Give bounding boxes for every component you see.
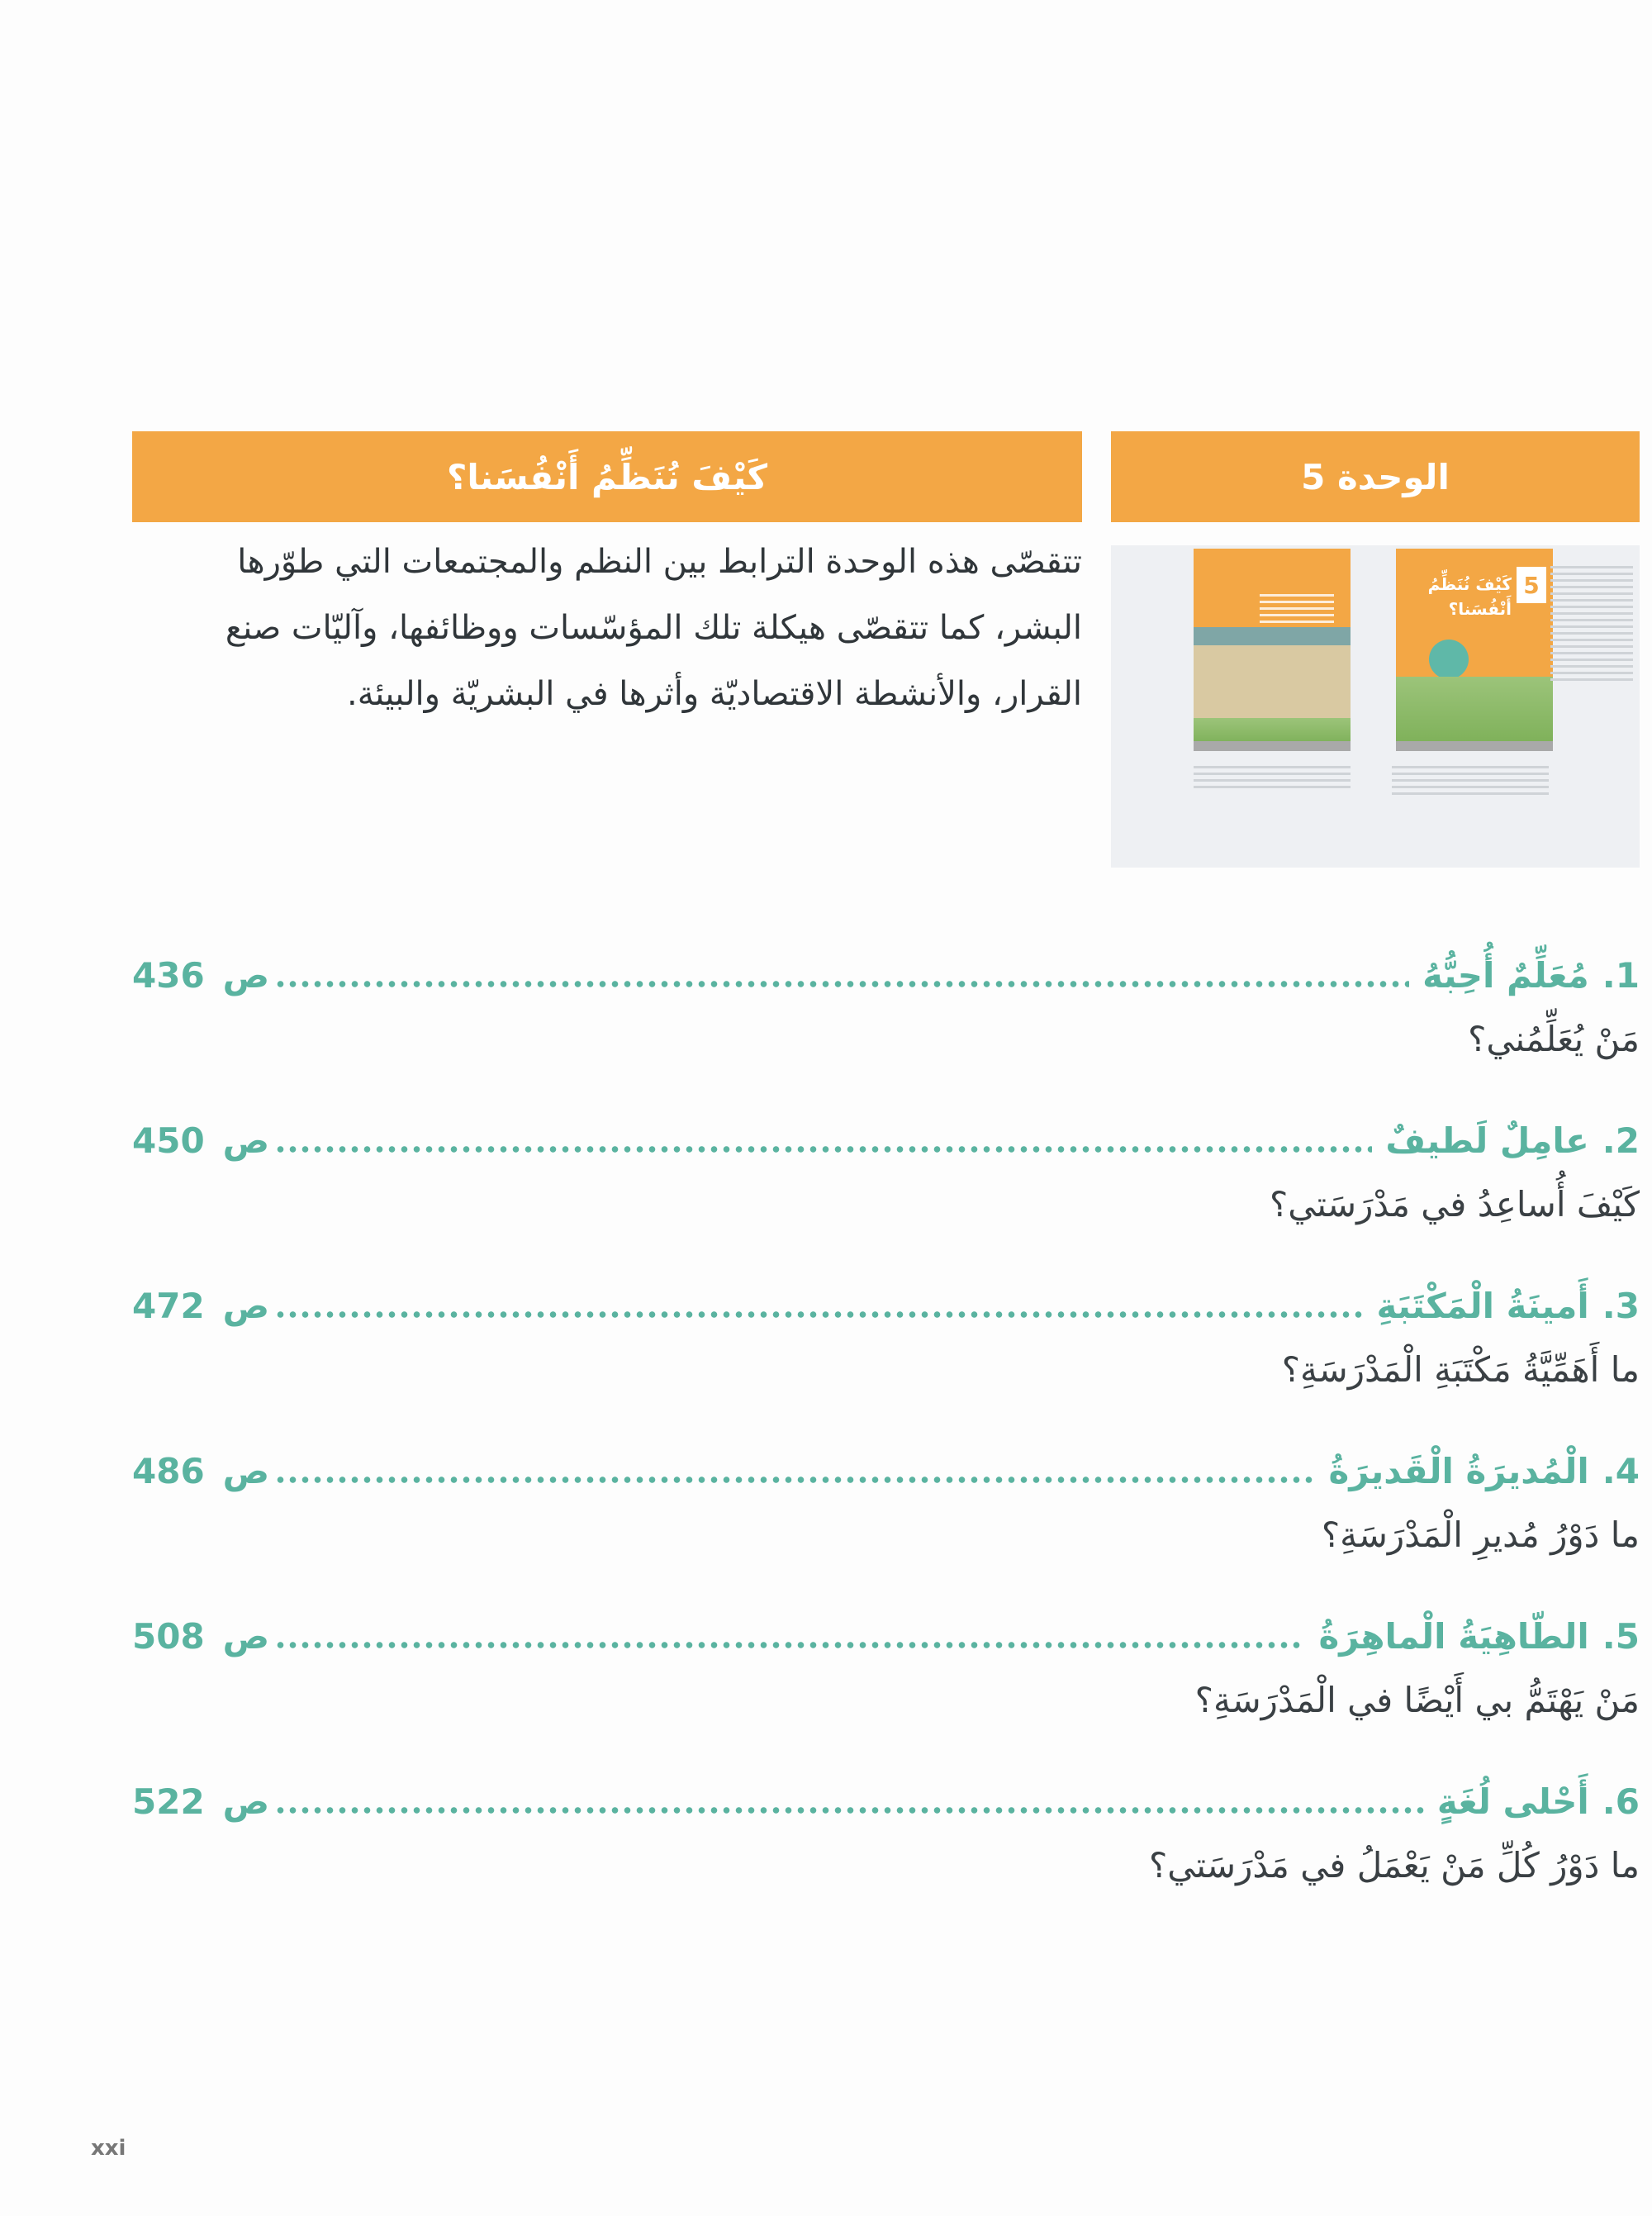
toc-item-title: أَمينَةُ الْمَكْتَبَةِ: [1376, 1285, 1589, 1326]
grass-illustration: [1396, 677, 1553, 743]
toc-item-number: 3.: [1602, 1285, 1640, 1326]
school-illustration: [1194, 627, 1351, 718]
toc-item-title: عامِلٌ لَطيفٌ: [1385, 1120, 1589, 1161]
toc-item-title: أَحْلى لُغَةٍ: [1436, 1781, 1589, 1822]
side-notes-lines: [1550, 562, 1633, 685]
toc-item[interactable]: [132, 1111, 1640, 1277]
toc-item-question: مَنْ يُعَلِّمُني؟: [1468, 1019, 1640, 1059]
grass-illustration: [1194, 718, 1351, 743]
cover-page-thumbnail: [1396, 549, 1553, 751]
toc-item[interactable]: [132, 946, 1640, 1111]
unit-spread-thumbnail: [1111, 545, 1640, 868]
inner-page-thumbnail: [1194, 549, 1351, 751]
unit-label-bar: [1111, 431, 1640, 522]
unit-title: كَيْفَ نُنَظِّمُ أَنْفُسَنا؟: [447, 456, 768, 497]
table-of-contents: [132, 946, 1640, 1938]
dot-leader: [274, 1311, 1363, 1318]
road-illustration: [1194, 741, 1351, 751]
question-badge-icon: [1429, 640, 1469, 679]
dot-leader: [274, 981, 1409, 987]
toc-item-title: الطّاهِيَةُ الْماهِرَةُ: [1318, 1615, 1589, 1657]
toc-item-question: كَيْفَ أُساعِدُ في مَدْرَسَتي؟: [1269, 1184, 1640, 1225]
toc-page-ref: ص 486: [132, 1450, 270, 1491]
cover-title: كَيْفَ نُنَظِّمُ أَنْفُسَنا؟: [1427, 574, 1512, 619]
inner-caption-lines: [1194, 762, 1351, 792]
toc-item-number: 6.: [1602, 1781, 1640, 1822]
toc-item[interactable]: [132, 1277, 1640, 1442]
toc-item-number: 5.: [1602, 1615, 1640, 1657]
unit-number-box: 5: [1517, 567, 1546, 603]
toc-item[interactable]: [132, 1442, 1640, 1607]
unit-description: تتقصّى هذه الوحدة الترابط بين النظم والمجتمعات التي طوّرها البشر، كما تتقصّى هيكلة تلك المؤسّسات ووظائفها، وآليّات صنع القرار، والأنشطة الاقتصاديّة وأثرها في البشريّة والبيئة.: [225, 543, 1082, 713]
toc-page-ref: ص 472: [132, 1285, 270, 1326]
dot-leader: [274, 1477, 1315, 1483]
unit-label: الوحدة 5: [1301, 456, 1450, 497]
toc-page-ref: ص 436: [132, 954, 270, 996]
toc-item-question: ما دَوْرُ كُلِّ مَنْ يَعْمَلُ في مَدْرَسَتي؟: [1148, 1845, 1640, 1886]
toc-item[interactable]: [132, 1772, 1640, 1938]
toc-page-ref: ص 522: [132, 1781, 270, 1822]
dot-leader: [274, 1807, 1424, 1814]
unit-title-bar: [132, 431, 1082, 522]
toc-item-question: مَنْ يَهْتَمُّ بي أَيْضًا في الْمَدْرَسَةِ؟: [1194, 1680, 1640, 1720]
toc-item[interactable]: [132, 1607, 1640, 1772]
toc-page-ref: ص 450: [132, 1120, 270, 1161]
toc-item-question: ما أَهَمِّيَّةُ مَكْتَبَةِ الْمَدْرَسَةِ؟: [1281, 1349, 1640, 1390]
page-folio: xxi: [91, 2136, 126, 2161]
toc-item-question: ما دَوْرُ مُديرِ الْمَدْرَسَةِ؟: [1321, 1515, 1640, 1555]
toc-item-title: الْمُديرَةُ الْقَديرَةُ: [1328, 1450, 1589, 1491]
toc-page-ref: ص 508: [132, 1615, 270, 1657]
toc-item-number: 1.: [1602, 954, 1640, 996]
dot-leader: [274, 1146, 1372, 1153]
toc-item-number: 2.: [1602, 1120, 1640, 1161]
toc-item-title: مُعَلِّمٌ أُحِبُّهُ: [1422, 954, 1589, 996]
dot-leader: [274, 1642, 1305, 1648]
road-illustration: [1396, 741, 1553, 751]
toc-item-number: 4.: [1602, 1450, 1640, 1491]
cover-caption-lines: [1392, 762, 1549, 799]
